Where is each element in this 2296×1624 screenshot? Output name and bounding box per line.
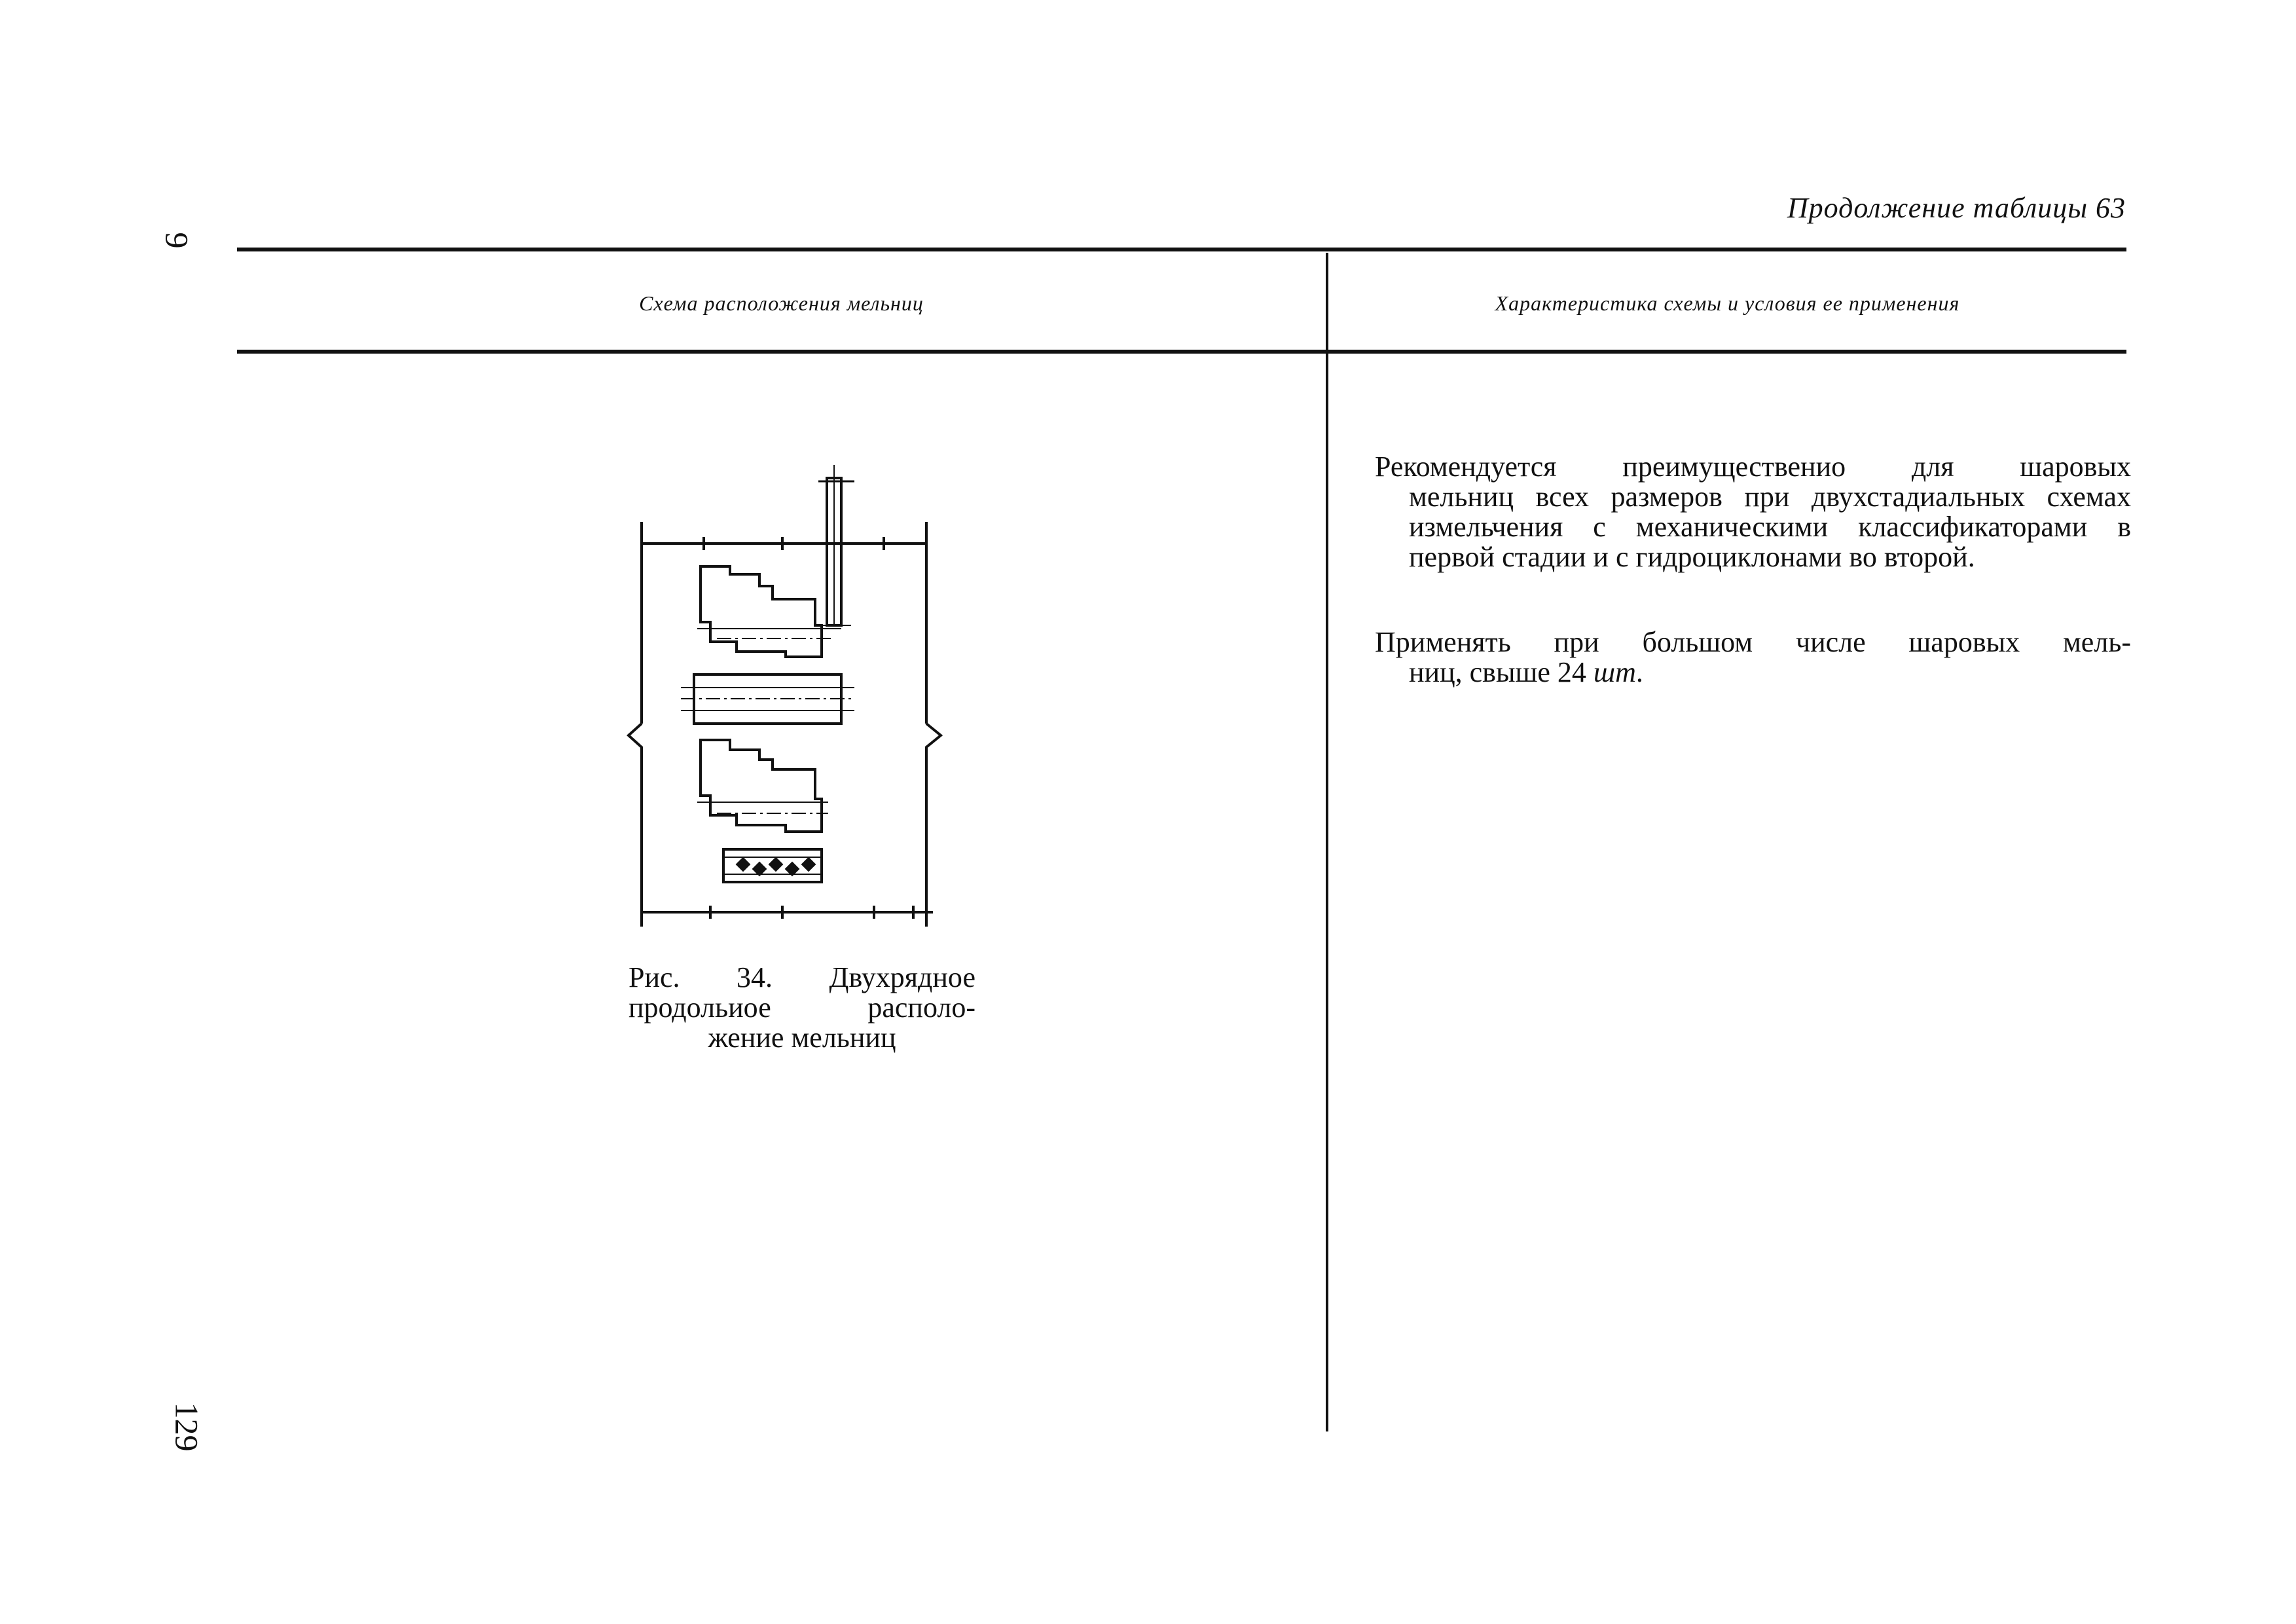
recommendation-continuation: мельниц всех размеров при двухстадиальных схемах измельчения с механическими классификаторами в первой стадии и с гидроциклонами во второй. xyxy=(1409,481,2131,573)
figure-caption-line: Рис. 34. Двухрядное xyxy=(629,961,975,993)
mill-layout-diagram xyxy=(625,462,959,927)
application-paragraph xyxy=(1375,627,2131,688)
application-continuation xyxy=(1375,657,2131,688)
page-number: 129 xyxy=(168,1402,206,1452)
table-top-rule xyxy=(237,248,2126,251)
header-bottom-rule xyxy=(237,350,2126,354)
unit-label: шт xyxy=(1593,656,1636,688)
column-header-characteristics: Характеристика схемы и условия ее применения xyxy=(1495,291,1960,315)
figure-caption-line: продольиое располо- xyxy=(629,991,975,1024)
recommendation-paragraph xyxy=(1375,452,2131,572)
figure-caption-line: жение мельниц xyxy=(708,1022,896,1054)
recommendation-first-line: Рекомендуется преимущественио для шаровых xyxy=(1375,451,2131,483)
column-header-layout: Схема расположения мельниц xyxy=(639,291,924,315)
table-continuation-title: Продолжение таблицы 63 xyxy=(1787,192,2126,224)
application-first-line: Применять при большом числе шаровых мель- xyxy=(1375,626,2131,658)
column-divider xyxy=(1326,253,1328,1431)
application-text-end: . xyxy=(1635,656,1643,688)
application-text: ниц, свыше 24 xyxy=(1409,656,1594,688)
figure-caption xyxy=(629,963,975,1053)
section-number: 9 xyxy=(158,232,196,249)
